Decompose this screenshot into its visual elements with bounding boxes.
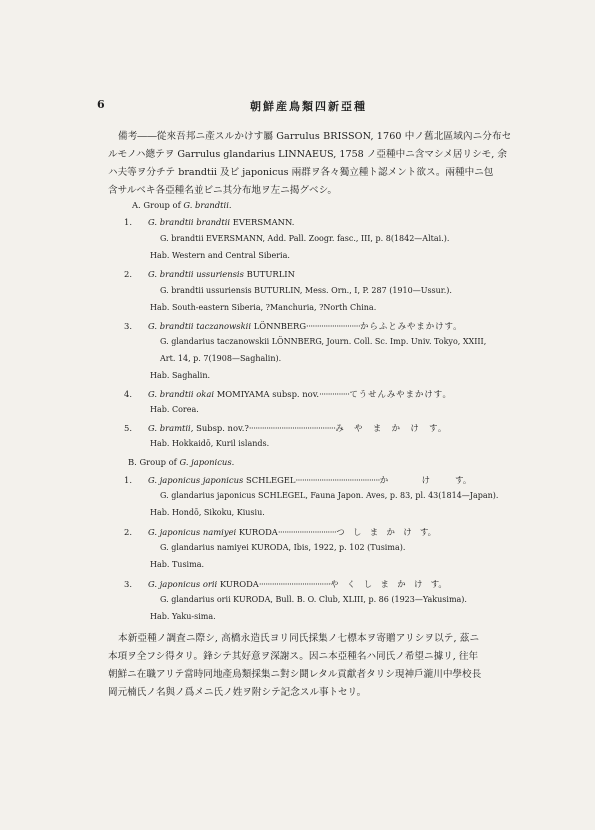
reference: G. glandarius japonicus SCHLEGEL, Fauna Japon. Aves, p. 83, pl. 43(1814—Japan).: [160, 491, 499, 500]
closing-line: 本新亞種ノ調査ニ際シ, 高橋永造氏ヨリ同氏採集ノ七標本ヲ寄贈アリシヲ以テ, 茲ニ: [118, 633, 480, 644]
intro-line: 含サルベキ各亞種名並ビニ其分布地ヲ左ニ揭グベシ。: [108, 185, 338, 196]
species-name: G. brandtii okai: [148, 389, 215, 399]
species-author: Subsp. nov.?: [196, 423, 249, 433]
species-author: LÖNNBERG: [253, 321, 307, 331]
species-name: G. brandtii taczanowskii: [148, 321, 252, 331]
group-label: A. Group of: [132, 200, 181, 210]
species-entry: [124, 474, 471, 486]
japanese-name: か け す。: [379, 475, 472, 485]
group-label: B. Group of: [128, 457, 177, 467]
page-number: 6: [97, 98, 105, 111]
species-entry: [124, 217, 294, 227]
leader-dots: ···························: [277, 527, 337, 537]
species-entry: [124, 388, 452, 400]
species-name: G. japonicus namiyei: [148, 527, 237, 537]
entry-number: 1.: [124, 475, 132, 485]
group-heading: [132, 200, 232, 210]
species-entry: [124, 578, 447, 590]
japanese-name: や く し ま か け す。: [330, 579, 447, 589]
species-name: G. japonicus japonicus: [148, 475, 244, 485]
intro-line: ルモノハ總テヲ Garrulus glandarius LINNAEUS, 1758 ノ亞種中ニ含マシメ居リシモ, 余: [108, 149, 507, 160]
reference: G. glandarius namiyei KURODA, Ibis, 1922, p. 102 (Tusima).: [160, 543, 406, 552]
species-entry: [124, 526, 436, 538]
habitat: Hab. Hokkaidō, Kuril islands.: [150, 439, 270, 448]
species-author: MOMIYAMA subsp. nov.: [216, 389, 320, 399]
species-author: SCHLEGEL: [245, 475, 296, 485]
japanese-name: み や ま か け す。: [335, 423, 448, 433]
habitat: Hab. Yaku-sima.: [150, 612, 216, 621]
habitat: Hab. Hondō, Sikoku, Kiusiu.: [150, 508, 265, 517]
entry-number: 2.: [124, 527, 132, 537]
running-title: 朝鮮産鳥類四新亞種: [250, 100, 367, 113]
reference: G. glandarius taczanowskii LÖNNBERG, Journ. Coll. Sc. Imp. Univ. Tokyo, XXIII,: [160, 337, 487, 346]
habitat: Hab. Tusima.: [150, 560, 205, 569]
habitat: Hab. Corea.: [150, 405, 199, 414]
japanese-name: からふとみやまかけす。: [360, 321, 463, 331]
species-name: G. japonicus orii: [148, 579, 218, 589]
reference: Art. 14, p. 7(1908—Saghalin).: [160, 354, 282, 363]
leader-dots: ·······································: [295, 475, 380, 485]
group-species: G. brandtii.: [183, 200, 232, 210]
group-species: G. japonicus.: [179, 457, 235, 467]
group-heading: [128, 457, 234, 467]
leader-dots: ··············: [319, 389, 350, 399]
entry-number: 1.: [124, 217, 132, 227]
entry-number: 3.: [124, 321, 132, 331]
intro-line: 備考――從來吾邦ニ產スルかけす屬 Garrulus BRISSON, 1760 中ノ舊北區域內ニ分布セ: [118, 131, 512, 142]
habitat: Hab. Saghalin.: [150, 371, 211, 380]
species-author: EVERSMANN.: [232, 217, 295, 227]
entry-number: 2.: [124, 269, 132, 279]
species-author: BUTURLIN: [246, 269, 295, 279]
species-name: G. brandtii brandtii: [148, 217, 231, 227]
closing-line: 岡元楠氏ノ名與ノ爲メニ氏ノ姓ヲ附シテ記念スル事トセリ。: [108, 687, 367, 698]
species-entry: [124, 269, 295, 279]
entry-number: 4.: [124, 389, 132, 399]
reference: G. brandtii ussuriensis BUTURLIN, Mess. Orn., I, P. 287 (1910—Ussur.).: [160, 286, 452, 295]
entry-number: 5.: [124, 423, 132, 433]
intro-line: ハ夫等ヲ分チテ brandtii 及ビ japonicus 兩群ヲ各々獨立種ト認メント欲ス。兩種中ニ包: [108, 167, 494, 178]
japanese-name: てうせんみやまかけす。: [349, 389, 452, 399]
closing-line: 朝鮮ニ在職アリテ當時同地產鳥類採集ニ對シ鬪レタル貢獻者タリシ現神戶瀧川中學校長: [108, 669, 482, 680]
leader-dots: ·························: [306, 321, 361, 331]
habitat: Hab. Western and Central Siberia.: [150, 251, 290, 260]
species-name: G. bramtii,: [148, 423, 194, 433]
species-author: KURODA: [238, 527, 278, 537]
species-author: KURODA: [219, 579, 259, 589]
species-name: G. brandtii ussuriensis: [148, 269, 244, 279]
species-entry: [124, 422, 447, 434]
reference: G. brandtii EVERSMANN, Add. Pall. Zoogr. fasc., III, p. 8(1842—Altai.).: [160, 234, 450, 243]
species-entry: [124, 320, 463, 332]
leader-dots: ·································: [258, 579, 331, 589]
entry-number: 3.: [124, 579, 132, 589]
japanese-name: つ し ま か け す。: [336, 527, 437, 537]
closing-line: 本項ヲ全フシ得タリ。鋒シテ其好意ヲ深謝ス。因ニ本亞種名ハ同氏ノ希望ニ據リ, 往年: [108, 651, 479, 662]
leader-dots: ········································: [248, 423, 336, 433]
habitat: Hab. South-eastern Siberia, ?Manchuria, ?North China.: [150, 303, 377, 312]
reference: G. glandarius orii KURODA, Bull. B. O. Club, XLIII, p. 86 (1923—Yakusima).: [160, 595, 467, 604]
